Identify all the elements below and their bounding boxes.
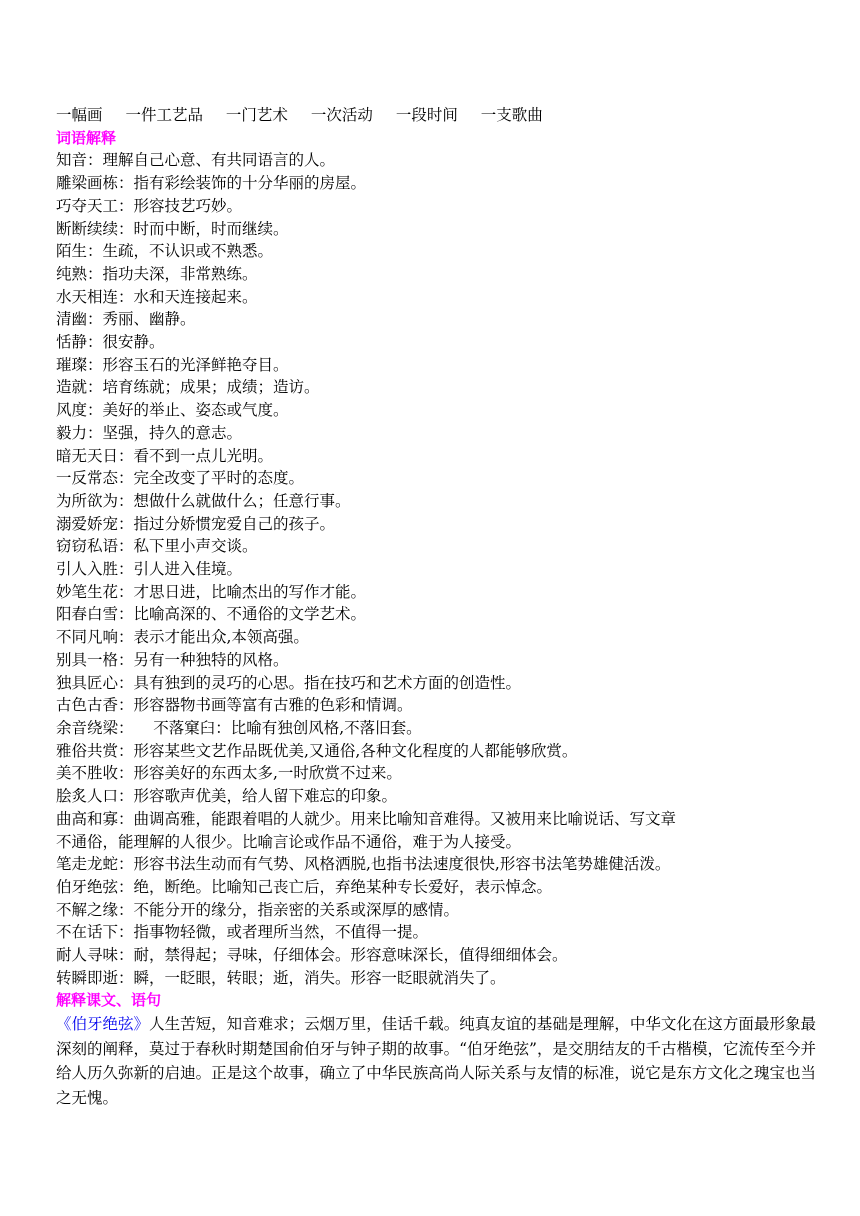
vocab-list	[56, 149, 816, 989]
measure-word: 一段时间	[395, 106, 458, 124]
passage-body: 人生苦短，知音难求；云烟万里，佳话千载。纯真友谊的基础是理解，中华文化在这方面最形象最深刻的阐释，莫过于春秋时期楚国俞伯牙与钟子期的故事。“伯牙绝弦”，是交朋结友的千古楷模，它流传至今并给人历久弥新的启迪。正是这个故事，确立了中华民族高尚人际关系与友情的标准，说它是东方文化之瑰宝也当之无愧。	[56, 1015, 816, 1107]
vocab-item: 知音：理解自己心意、有共同语言的人。	[56, 151, 336, 170]
vocab-item: 清幽：秀丽、幽静。	[56, 310, 196, 329]
vocab-item: 脍炙人口：形容歌声优美，给人留下难忘的印象。	[56, 787, 398, 806]
document-page	[56, 104, 816, 1110]
passage-title: 《伯牙绝弦》	[56, 1015, 150, 1034]
vocab-item: 引人入胜：引人进入佳境。	[56, 560, 243, 579]
vocab-item: 暗无天日：看不到一点儿光明。	[56, 446, 274, 465]
vocab-item: 古色古香：形容器物书画等富有古雅的色彩和情调。	[56, 696, 413, 715]
measure-word: 一门艺术	[225, 106, 288, 124]
vocab-item: 造就：培育练就；成果；成绩；造访。	[56, 378, 320, 397]
vocab-item: 耐人寻味：耐，禁得起；寻味，仔细体会。形容意味深长，值得细细体会。	[56, 946, 568, 965]
vocab-item: 阳春白雪：比喻高深的、不通俗的文学艺术。	[56, 605, 367, 624]
vocab-item: 雅俗共赏：形容某些文艺作品既优美,又通俗,各种文化程度的人都能够欣赏。	[56, 741, 578, 760]
vocab-item: 不同凡响：表示才能出众,本领高强。	[56, 628, 309, 647]
vocab-item: 雕梁画栋：指有彩绘装饰的十分华丽的房屋。	[56, 174, 367, 193]
vocab-item: 窃窃私语：私下里小声交谈。	[56, 537, 258, 556]
vocab-item: 毅力：坚强，持久的意志。	[56, 423, 243, 442]
vocab-item: 独具匠心：具有独到的灵巧的心思。指在技巧和艺术方面的创造性。	[56, 673, 522, 692]
vocab-item: 璀璨：形容玉石的光泽鲜艳夺目。	[56, 355, 289, 374]
vocab-item: 水天相连：水和天连接起来。	[56, 287, 258, 306]
vocab-item: 笔走龙蛇：形容书法生动而有气势、风格洒脱,也指书法速度很快,形容书法笔势雄健活泼。	[56, 855, 671, 874]
vocab-item: 恬静：很安静。	[56, 333, 165, 352]
vocab-item: 陌生：生疏，不认识或不熟悉。	[56, 242, 274, 261]
measure-word: 一次活动	[310, 106, 373, 124]
vocab-item: 巧夺天工：形容技艺巧妙。	[56, 196, 243, 215]
vocab-item: 断断续续：时而中断，时而继续。	[56, 219, 289, 238]
vocab-item: 转瞬即逝：瞬，一眨眼，转眼；逝，消失。形容一眨眼就消失了。	[56, 968, 506, 987]
vocab-item: 曲高和寡：曲调高雅，能跟着唱的人就少。用来比喻知音难得。又被用来比喻说话、写文章	[56, 809, 677, 828]
vocab-item: 纯熟：指功夫深，非常熟练。	[56, 264, 258, 283]
text-explanation-heading: 解释课文、语句	[56, 991, 162, 1010]
measure-word: 一件工艺品	[125, 106, 203, 124]
vocab-item: 不解之缘：不能分开的缘分，指亲密的关系或深厚的感情。	[56, 900, 460, 919]
vocab-heading: 词语解释	[56, 128, 117, 147]
vocab-item: 不通俗，能理解的人很少。比喻言论或作品不通俗，难于为人接受。	[56, 832, 522, 851]
vocab-item: 余音绕梁： 不落窠臼：比喻有独创风格,不落旧套。	[56, 718, 422, 737]
measure-word: 一支歌曲	[480, 106, 543, 124]
vocab-item: 为所欲为：想做什么就做什么；任意行事。	[56, 491, 351, 510]
vocab-item: 别具一格：另有一种独特的风格。	[56, 650, 289, 669]
vocab-item: 不在话下：指事物轻微，或者理所当然，不值得一提。	[56, 923, 429, 942]
vocab-item: 美不胜收：形容美好的东西太多,一时欣赏不过来。	[56, 764, 402, 783]
vocab-item: 溺爱娇宠：指过分娇惯宠爱自己的孩子。	[56, 514, 336, 533]
vocab-item: 妙笔生花：才思日进，比喻杰出的写作才能。	[56, 582, 367, 601]
vocab-item: 伯牙绝弦：绝，断绝。比喻知己丧亡后，弃绝某种专长爱好，表示悼念。	[56, 877, 553, 896]
measure-word-list	[56, 104, 816, 127]
passage-paragraph	[56, 1012, 816, 1110]
vocab-item: 风度：美好的举止、姿态或气度。	[56, 401, 289, 420]
vocab-item: 一反常态：完全改变了平时的态度。	[56, 469, 305, 488]
measure-word: 一幅画	[56, 106, 103, 124]
